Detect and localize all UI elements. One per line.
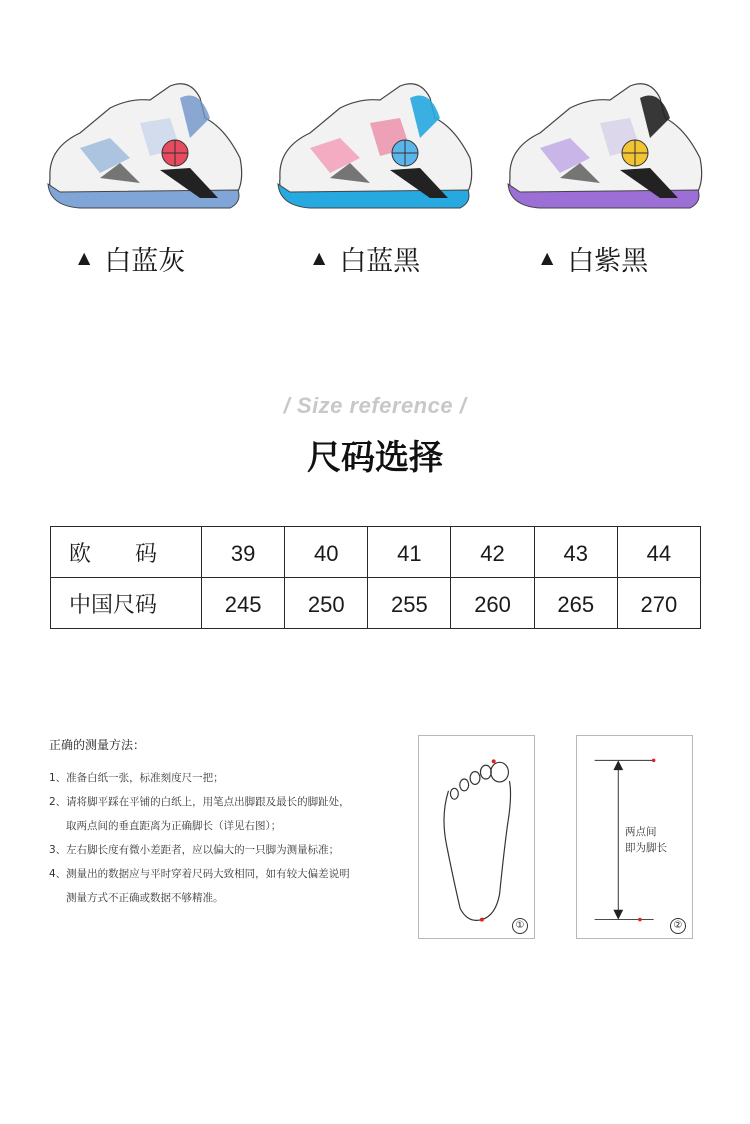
table-cell: 41 [368, 527, 451, 578]
table-cell: 255 [368, 578, 451, 629]
shoe-image-white-blue-black [270, 78, 480, 218]
table-cell: 42 [451, 527, 534, 578]
instructions-list [49, 766, 409, 910]
size-table [50, 526, 701, 629]
table-cell: 44 [617, 527, 700, 578]
table-cell: 260 [451, 578, 534, 629]
measure-diagram [576, 735, 693, 939]
row-header-eu: 欧 码 [51, 527, 202, 578]
table-cell: 245 [202, 578, 285, 629]
triangle-up-icon: ▲ [541, 248, 554, 267]
variant-caption [541, 238, 648, 278]
variant-label: 白蓝灰 [104, 245, 186, 277]
foot-diagram [418, 735, 535, 939]
variant-caption [78, 238, 185, 278]
triangle-up-icon: ▲ [313, 248, 326, 267]
instruction-step: 1、准备白纸一张，标准刻度尺一把； [49, 772, 224, 784]
diagram-number: ② [670, 918, 686, 934]
instruction-step: 测量方式不正确或数据不够精准。 [66, 892, 224, 904]
measure-label-line: 两点间 [625, 826, 657, 838]
section-title: 尺码选择 [307, 438, 443, 478]
instruction-step: 取两点间的垂直距离为正确脚长（详见右图）； [66, 820, 282, 832]
table-cell: 40 [285, 527, 368, 578]
table-cell: 250 [285, 578, 368, 629]
triangle-up-icon: ▲ [78, 248, 91, 267]
table-row-eu [51, 527, 701, 578]
shoe-white-purple-black-icon [500, 78, 710, 218]
measure-label-line: 即为脚长 [625, 842, 667, 854]
variant-caption [313, 238, 420, 278]
measure-label [625, 824, 667, 856]
table-row-cn [51, 578, 701, 629]
shoe-image-white-blue-grey [40, 78, 250, 218]
instruction-step: 2、请将脚平踩在平铺的白纸上，用笔点出脚跟及最长的脚趾处， [49, 796, 350, 808]
instruction-step: 4、测量出的数据应与平时穿着尺码大致相同，如有较大偏差说明 [49, 868, 350, 880]
variant-label: 白蓝黑 [339, 245, 421, 277]
shoe-white-blue-grey-icon [40, 78, 250, 218]
table-cell: 43 [534, 527, 617, 578]
shoe-white-blue-black-icon [270, 78, 480, 218]
shoe-image-white-purple-black [500, 78, 710, 218]
section-subtitle: / Size reference / [283, 393, 467, 418]
variant-label: 白紫黑 [567, 245, 649, 277]
table-cell: 270 [617, 578, 700, 629]
table-cell: 265 [534, 578, 617, 629]
row-header-cn: 中国尺码 [51, 578, 202, 629]
foot-outline-icon [419, 736, 534, 938]
instructions-title: 正确的测量方法： [49, 738, 146, 752]
table-cell: 39 [202, 527, 285, 578]
diagram-number: ① [512, 918, 528, 934]
instruction-step: 3、左右脚长度有微小差距者，应以偏大的一只脚为测量标准； [49, 844, 340, 856]
